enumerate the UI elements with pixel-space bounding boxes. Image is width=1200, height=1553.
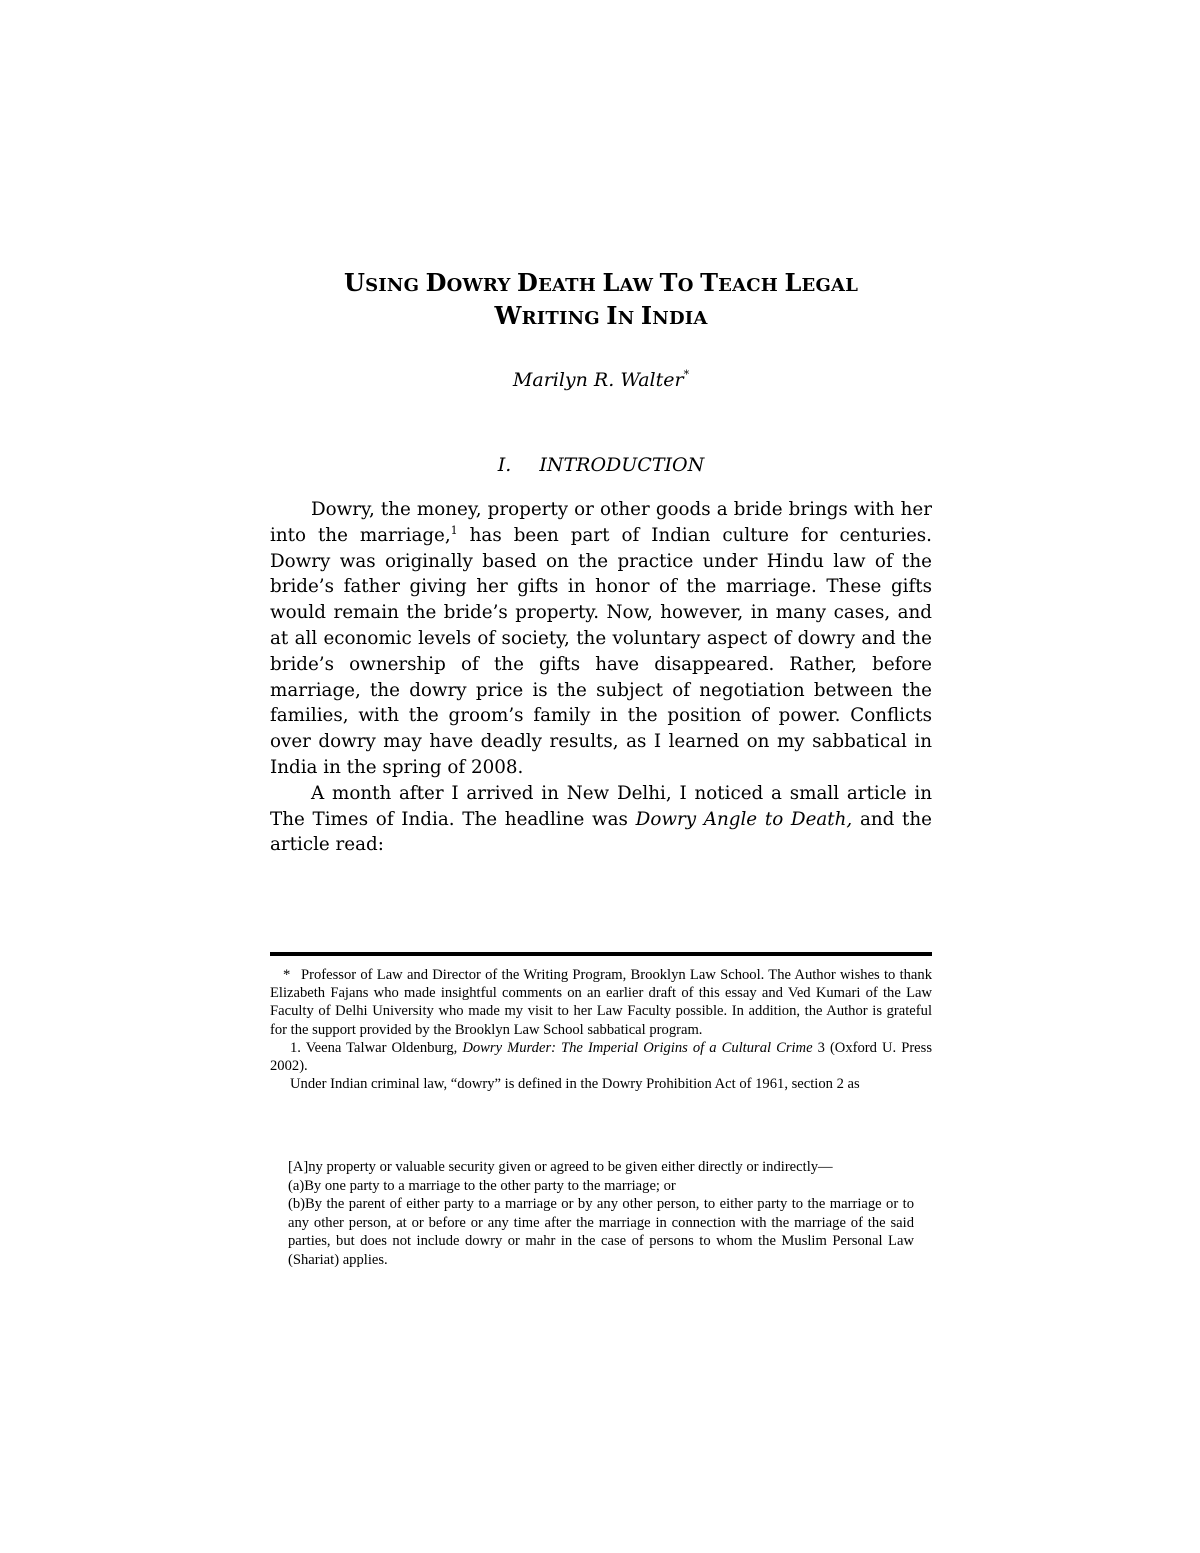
body-text-run: Dowry, the money, property or other goods a bride brings with her into the marriage, (270, 499, 932, 546)
quote-line: (b)By the parent of either party to a marriage or by any other person, to either party to the marriage or to any other person, at or before or any time after the marriage in connection with the marriage of the said parties, but does not include dowry or mahr in the case of persons to whom the Muslim Personal Law (Shariat) applies. (288, 1196, 914, 1268)
footnote-star-marker: * (283, 967, 291, 983)
title-word: TEACH (700, 268, 785, 297)
footnote-1 (270, 1039, 932, 1075)
title-word: LEGAL (784, 268, 859, 297)
section-number: I. (497, 454, 512, 476)
quote-line: (a)By one party to a marriage to the other party to the marriage; or (288, 1177, 676, 1194)
document-page (270, 0, 932, 1553)
footnotes (270, 966, 932, 1093)
body-paragraph (270, 781, 932, 858)
title-word: WRITING (494, 301, 607, 330)
title-word: INDIA (640, 301, 708, 330)
body-paragraph (270, 497, 932, 781)
body-text-run: and the article read: (270, 808, 932, 856)
author-footnote-marker: * (683, 368, 690, 381)
body-text-run: has been part of Indian culture for centuries. Dowry was originally based on the practice under Hindu law of the bride’s father giving her gifts in honor of the marriage. These gifts would remain the bride’s property. Now, however, in many cases, and at all economic levels of society, the voluntary aspect of dowry and the bride’s ownership of the gifts have disappeared. Rather, before marriage, the dowry price is the subject of negotiation between the families, with the groom’s family in the position of power. Conflicts over dowry may have deadly results, as I learned on my sabbatical in India in the spring of 2008. (270, 524, 932, 778)
article-title (270, 268, 932, 334)
footnote-star (270, 966, 932, 1039)
body-text (270, 497, 932, 858)
headline-quote: Dowry Angle to Death, (635, 808, 853, 830)
title-word: LAW (602, 268, 660, 297)
author-name: Marilyn R. Walter (512, 369, 684, 391)
footnote-reference-1: 1 (450, 523, 458, 537)
article-title-line-2 (270, 301, 932, 334)
block-quote (288, 1158, 914, 1269)
title-word: USING (343, 268, 426, 297)
footnote-book-title: Dowry Murder: The Imperial Origins of a Cultural Crime (462, 1039, 813, 1056)
title-word: TO (659, 268, 701, 297)
section-heading (270, 452, 932, 478)
author-byline (270, 367, 932, 393)
footnote-star-text: Professor of Law and Director of the Writing Program, Brooklyn Law School. The Author wishes to thank Elizabeth Fajans who made insightful comments on an earlier draft of this essay and Ved Kumari of the Law Faculty of Delhi University who made my visit to her Law Faculty possible. In addition, the Author is grateful for the support provided by the Brooklyn Law School sabbatical program. (270, 967, 932, 1038)
title-word: IN (606, 301, 641, 330)
section-title: INTRODUCTION (539, 454, 705, 476)
title-word: DEATH (517, 268, 603, 297)
title-word: DOWRY (425, 268, 518, 297)
footnote-1-continuation: Under Indian criminal law, “dowry” is defined in the Dowry Prohibition Act of 1961, section 2 as (290, 1076, 860, 1093)
footnote-number: 1. (290, 1039, 301, 1056)
footnote-citation: 3 (Oxford U. Press 2002). (270, 1039, 933, 1075)
article-title-line-1 (270, 268, 932, 301)
quote-line: [A]ny property or valuable security given or agreed to be given either directly or indirectly— (288, 1159, 833, 1175)
footnote-divider (270, 952, 932, 956)
footnote-author: Veena Talwar Oldenburg, (305, 1039, 463, 1056)
body-text-run: A month after I arrived in New Delhi, I noticed a small article in The Times of India. The headline was (270, 782, 932, 830)
